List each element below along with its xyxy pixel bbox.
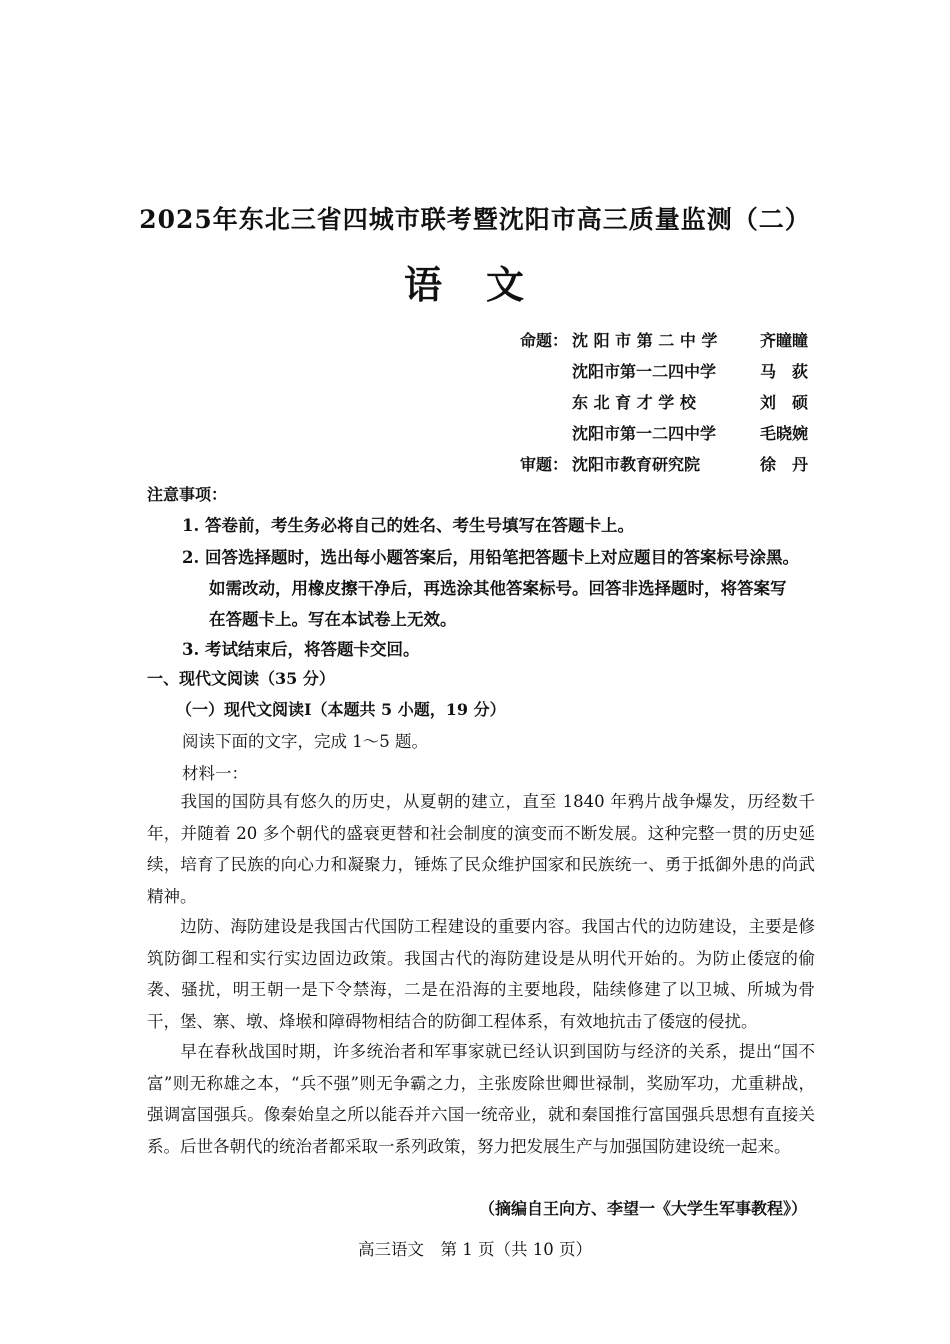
notice-item: 3. 考试结束后，将答题卡交回。 bbox=[182, 640, 420, 659]
credit-unit: 沈 阳 市 第 二 中 学 bbox=[572, 331, 718, 350]
paragraph bbox=[147, 786, 815, 912]
reviewer-label: 审题： bbox=[520, 455, 569, 474]
paragraph-text: 我国的国防具有悠久的历史，从夏朝的建立，直至 1840 年鸦片战争爆发，历经数千年，并随着 20 多个朝代的盛衰更替和社会制度的演变而不断发展。这种完整一贯的历史延续，培育了民族的向心力和凝聚力，锤炼了民众维护国家和民族统一、勇于抵御外患的尚武精神。 bbox=[147, 792, 815, 906]
notice-item-continued: 如需改动，用橡皮擦干净后，再选涂其他答案标号。回答非选择题时，将答案写 bbox=[209, 579, 787, 598]
credit-name: 毛晓婉 bbox=[760, 424, 809, 443]
subject-title: 语文 bbox=[403, 262, 568, 307]
notice-item: 1. 答卷前，考生务必将自己的姓名、考生号填写在答题卡上。 bbox=[182, 516, 634, 535]
paragraph-text: 早在春秋战国时期，许多统治者和军事家就已经认识到国防与经济的关系，提出“国不富”则无称雄之本，“兵不强”则无争霸之力，主张废除世卿世禄制，奖励军功，尤重耕战，强调富国强兵。像秦始皇之所以能吞并六国一统帝业，就和秦国推行富国强兵思想有直接关系。后世各朝代的统治者都采取一系列政策，努力把发展生产与加强国防建设统一起来。 bbox=[147, 1042, 815, 1156]
material-label: 材料一： bbox=[182, 764, 248, 783]
credit-unit: 沈阳市教育研究院 bbox=[572, 455, 701, 474]
credit-name: 徐 丹 bbox=[760, 455, 809, 474]
paragraph bbox=[147, 911, 815, 1037]
proposer-label: 命题： bbox=[520, 331, 569, 350]
credit-name: 齐瞳瞳 bbox=[760, 331, 809, 350]
notice-heading: 注意事项： bbox=[147, 485, 228, 504]
sub-section-heading: （一）现代文阅读Ⅰ（本题共 5 小题，19 分） bbox=[176, 700, 506, 719]
credit-unit: 沈阳市第一二四中学 bbox=[572, 362, 717, 381]
paragraph-text: 边防、海防建设是我国古代国防工程建设的重要内容。我国古代的边防建设，主要是修筑防御工程和实行实边固边政策。我国古代的海防建设是从明代开始的。为防止倭寇的偷袭、骚扰，明王朝一是下令禁海，二是在沿海的主要地段，陆续修建了以卫城、所城为骨干，堡、寨、墩、烽堠和障碍物相结合的防御工程体系，有效地抗击了倭寇的侵扰。 bbox=[147, 917, 815, 1031]
credit-unit: 沈阳市第一二四中学 bbox=[572, 424, 717, 443]
credit-name: 刘 硕 bbox=[760, 393, 809, 412]
paragraph bbox=[147, 1036, 815, 1162]
page-footer: 高三语文 第 1 页（共 10 页） bbox=[358, 1240, 592, 1259]
credit-name: 马 荻 bbox=[760, 362, 809, 381]
exam-title: 2025年东北三省四城市联考暨沈阳市高三质量监测（二） bbox=[139, 205, 811, 234]
section-heading: 一、现代文阅读（35 分） bbox=[147, 669, 335, 688]
source-citation: （摘编自王向方、李望一《大学生军事教程》） bbox=[478, 1199, 807, 1218]
notice-item: 2. 回答选择题时，选出每小题答案后，用铅笔把答题卡上对应题目的答案标号涂黑。 bbox=[182, 548, 799, 567]
notice-item-continued: 在答题卡上。写在本试卷上无效。 bbox=[209, 610, 457, 629]
instruction: 阅读下面的文字，完成 1～5 题。 bbox=[182, 732, 428, 751]
credit-unit: 东 北 育 才 学 校 bbox=[572, 393, 696, 412]
